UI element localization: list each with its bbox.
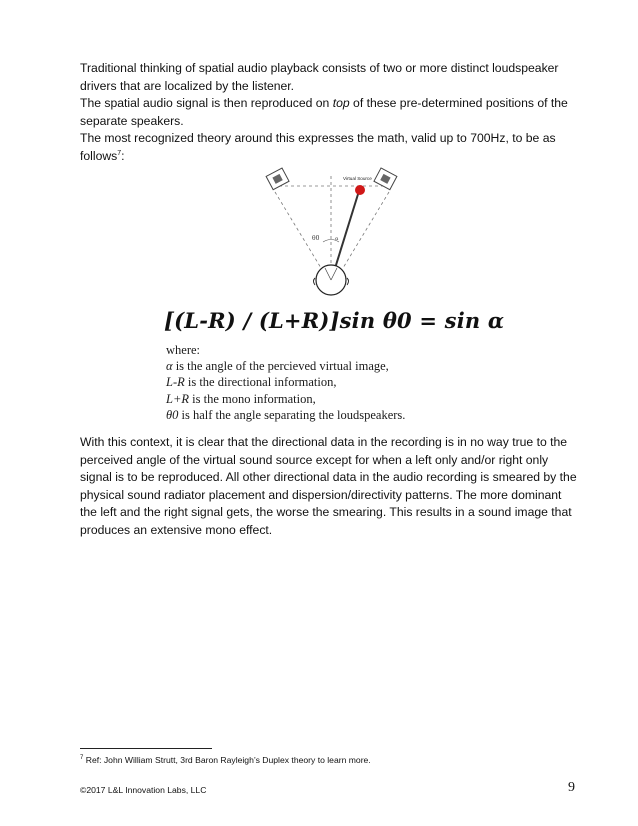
copyright-notice: ©2017 L&L Innovation Labs, LLC xyxy=(80,785,207,795)
panning-formula: [(L-R) / (L+R)]sin θ0 = sin α xyxy=(164,308,505,333)
virtual-source-icon xyxy=(355,185,365,195)
footnote-divider xyxy=(80,748,212,749)
virtual-source-ray xyxy=(332,191,359,278)
left-speaker-line xyxy=(275,192,321,268)
legend-where: where: xyxy=(166,343,201,357)
footnote-text: Ref: John William Strutt, 3rd Baron Rayleigh’s Duplex theory to learn more. xyxy=(83,755,371,765)
page-number: 9 xyxy=(568,780,575,795)
listener-head-icon xyxy=(314,265,349,295)
legend-lr-sum xyxy=(166,391,405,407)
legend-lr-diff-text: is the directional information, xyxy=(184,375,337,390)
intro-paragraph-2-start: The spatial audio signal is then reproduced on xyxy=(80,96,333,111)
right-speaker-line xyxy=(343,192,389,268)
intro-paragraph-3-end: : xyxy=(121,148,125,163)
legend-theta-symbol: θ0 xyxy=(166,407,179,422)
intro-paragraph-2 xyxy=(80,95,580,130)
left-speaker-icon xyxy=(266,168,289,190)
legend-lr-diff-symbol: L-R xyxy=(166,375,185,390)
speaker-diagram xyxy=(255,158,405,304)
legend-theta xyxy=(166,407,405,423)
virtual-source-label: Virtual Source xyxy=(343,176,372,181)
alpha-label: α xyxy=(335,236,339,242)
intro-paragraph-2-end: of these pre-determined positions of the separate speakers. xyxy=(80,96,568,128)
legend-alpha xyxy=(166,358,405,374)
intro-text xyxy=(80,60,580,166)
right-speaker-icon xyxy=(374,168,397,190)
footnote-ref: 7 xyxy=(117,149,122,157)
legend-theta-text: is half the angle separating the loudspeakers. xyxy=(178,407,406,422)
conclusion-paragraph: With this context, it is clear that the directional data in the recording is in no way true to the perceived angle of the virtual sound source except for when a left only and/or right only signal is to be reproduced. All other directional data in the audio recording is smeared by the physical sound radiator placement and dispersion/directivity patterns. The more dominant the left and the right signal gets, the worse the smearing. This results in a sound image that produces an extensive mono effect. xyxy=(80,435,577,537)
legend-lr-sum-symbol: L+R xyxy=(166,391,190,406)
legend-lr-sum-text: is the mono information, xyxy=(189,391,316,406)
legend-alpha-text: is the angle of the percieved virtual image, xyxy=(172,359,389,374)
theta-label: θ0 xyxy=(312,235,320,242)
footnote xyxy=(80,755,371,765)
intro-emphasis: top xyxy=(332,96,350,111)
legend-lr-diff xyxy=(166,374,405,390)
intro-paragraph-3-text: The most recognized theory around this expresses the math, valid up to 700Hz, to be as follows xyxy=(80,131,556,163)
intro-paragraph-1: Traditional thinking of spatial audio playback consists of two or more distinct loudspeaker drivers that are localized by the listener. xyxy=(80,61,559,93)
footnote-number: 7 xyxy=(80,755,84,762)
legend-alpha-symbol: α xyxy=(166,359,173,374)
formula-legend xyxy=(166,342,405,423)
